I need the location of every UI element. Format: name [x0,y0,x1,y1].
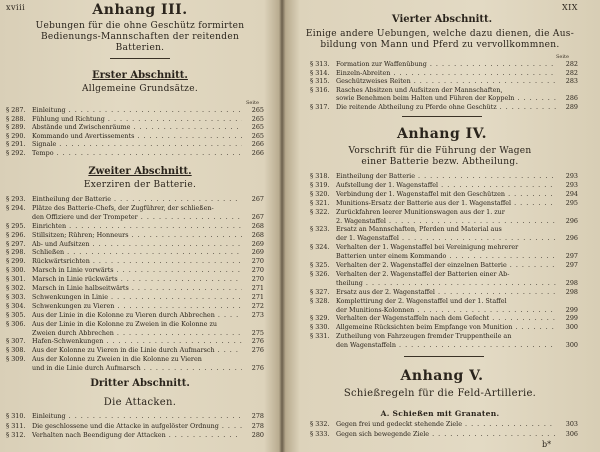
page-ref: 268 [251,221,264,230]
entry-text: Ersatz aus der 2. Wagenstaffel . . . [336,288,556,296]
toc-row [310,243,578,251]
section-number: § 300. [6,266,26,275]
page-ref: 276 [251,337,264,346]
toc-row [310,314,578,322]
toc-row [6,266,264,274]
section-number: § 333. [310,430,330,438]
section-number [6,364,32,372]
entry-text: Marsch in Linie vorwärts . . . [32,266,242,274]
entry-text: Eintheilung der Batterie . . . [336,172,556,180]
page-ref: 293 [565,172,578,180]
toc-row [6,302,264,310]
entry-text: 2. Wagenstaffel . . . [336,217,556,225]
entry-text: Aus der Linie in die Kolonne zu Vieren durch Abbrechen . . . [32,311,242,319]
page-ref: 265 [251,114,264,123]
entry-text: der Munitions-Kolonnen . . . [336,306,556,314]
divider [402,116,482,117]
entry-text: Gegen frei und gedeckt stehende Ziele . . . [336,420,556,428]
toc-row [6,213,264,221]
section-number: § 324. [310,243,330,252]
entry-text: Verhalten nach Beendigung der Attacken . . . [32,431,242,439]
entry-text: Abstände und Zwischenräume . . . [32,123,242,131]
page-ref: 295 [565,198,578,207]
section-number: § 332. [310,420,330,428]
section-number: § 315. [310,77,330,85]
intro-text: Einige andere Uebungen, welche dazu dienen, die Aus- [305,29,575,39]
toc-row [310,69,578,77]
page-ref: 293 [565,180,578,189]
page-ref: 278 [251,412,264,420]
signature-mark: b* [542,440,552,449]
right-page [284,0,600,452]
section-subtitle: Die Attacken. [103,397,177,408]
page-ref: 273 [251,310,264,319]
section-number: § 331. [310,332,330,341]
page-ref: 276 [251,364,264,373]
entry-text: Stillsitzen; Rühren; Honneurs . . . [32,231,242,239]
divider [110,58,170,59]
page-ref: 299 [565,305,578,314]
entry-text: Aus der Kolonne zu Zweien in die Kolonne zu Vieren [32,355,202,364]
page-ref [242,320,264,328]
section-number [310,234,336,242]
section-number: § 317. [310,102,330,111]
toc-row [310,208,578,216]
entry-text: Formation zur Waffenübung . . . [336,60,556,68]
section-title: Zweiter Abschnitt. [88,166,192,177]
entry-text: Rückwärtsrichten . . . [32,257,242,265]
toc-row [310,332,578,340]
entry-text: Ab- und Aufsitzen . . . [32,240,242,248]
section-number [310,252,336,260]
page-ref [242,355,264,363]
section-number: § 312. [6,431,26,439]
toc-row [6,431,264,439]
page-ref: 266 [251,140,264,149]
toc-row [6,140,264,148]
entry-text: Zutheilung von Fahrzeugen fremder Truppentheile an [336,332,512,341]
toc-row [310,270,578,278]
section-number: § 329. [310,314,330,323]
left-page [0,0,280,452]
section-title: Vierter Abschnitt. [391,14,493,25]
section-number: § 302. [6,284,26,292]
toc-row [310,181,578,189]
column-header: Seite [246,100,259,106]
divider [404,356,484,357]
page-ref [556,225,578,233]
page-ref: 299 [565,314,578,323]
section-number [310,217,336,225]
section-number: § 322. [310,207,330,216]
entry-text: Zweien durch Abbrechen . . . [32,329,242,337]
appendix-subtitle: Bedienungs-Mannschaften der reitenden [40,32,240,42]
appendix-subtitle: Vorschrift für die Führung der Wagen [348,146,532,156]
section-subtitle: Allgemeine Grundsätze. [81,84,199,94]
entry-text: Eintheilung der Batterie . . . [32,195,242,203]
toc-row [310,77,578,85]
section-number: § 328. [310,296,330,305]
page-number: xviii [6,3,26,12]
section-number [6,329,32,337]
page-ref [556,208,578,216]
section-number [310,279,336,287]
entry-text: Verhalten der 1. Wagenstaffel bei Vereinigung mehrerer [336,243,519,252]
appendix-subtitle: Uebungen für die ohne Geschütz formirten [35,21,245,31]
page-ref: 298 [565,278,578,287]
toc-row [310,430,578,438]
section-number: § 325. [310,261,330,269]
section-number: § 320. [310,189,330,198]
toc-row [310,60,578,68]
section-number [310,306,336,314]
toc-row [6,106,264,114]
page-ref: 300 [565,341,578,350]
toc-row [6,346,264,354]
toc-row [310,279,578,287]
page-ref: 276 [251,346,264,355]
page-ref: 286 [565,94,578,102]
page-ref: 283 [565,77,578,85]
section-number: § 305. [6,310,26,319]
page-ref: 296 [565,234,578,243]
section-subtitle: Exerziren der Batterie. [83,180,197,190]
section-number: § 323. [310,225,330,234]
toc-row [310,86,578,94]
toc-row [6,293,264,301]
entry-text: Verhalten der 2. Wagenstaffel der Batterien einer Ab- [336,269,510,278]
toc-row [6,257,264,265]
section-number: § 290. [6,131,26,140]
entry-text: den Wagenstaffeln . . . [336,341,556,349]
toc-row [6,355,264,363]
entry-text: und in die Linie durch Aufmarsch . . . [32,364,242,372]
section-number: § 289. [6,123,26,132]
section-number: § 313. [310,60,330,68]
page-number: XIX [561,3,578,12]
toc-row [6,248,264,256]
section-number: § 309. [6,355,26,364]
entry-text: Batterien unter einem Kommando . . . [336,252,556,260]
entry-text: Einrichten . . . [32,222,242,230]
toc-row [6,222,264,230]
page-ref: 294 [565,189,578,198]
toc-row [6,311,264,319]
toc-row [310,103,578,111]
toc-row [6,149,264,157]
appendix-subtitle: Schießregeln für die Feld-Artillerie. [343,388,537,399]
toc-row [310,420,578,428]
toc-row [310,288,578,296]
page-ref [556,243,578,251]
toc-row [6,422,264,430]
section-number: § 306. [6,319,26,328]
section-number: § 304. [6,301,26,310]
page-ref: 272 [251,301,264,310]
entry-text: Verhalten der 2. Wagenstaffel der einzelnen Batterie . . . [336,261,556,269]
section-number: § 311. [6,421,26,430]
appendix-subtitle: einer Batterie bezw. Abtheilung. [361,157,519,167]
entry-text: Einleitung . . . [32,412,242,420]
toc-row [6,195,264,203]
page-ref [556,332,578,340]
page-ref: 271 [251,284,264,292]
section-number: § 326. [310,269,330,278]
entry-text: Ersatz an Mannschaften, Pferden und Material aus [336,225,502,234]
section-number: § 296. [6,230,26,239]
toc-row [310,217,578,225]
entry-text: der 1. Wagenstaffel . . . [336,234,556,242]
section-number: § 291. [6,140,26,149]
entry-text: Aus der Linie in die Kolonne zu Zweien in die Kolonne zu [32,319,217,328]
toc-row [6,364,264,372]
page-ref: 267 [251,212,264,221]
toc-row [310,190,578,198]
intro-text: bildung von Mann und Pferd zu vervollkommnen. [320,40,560,50]
page-ref: 270 [251,266,264,275]
page-ref: 265 [251,123,264,132]
page-ref: 268 [251,230,264,239]
page-ref [556,86,578,94]
entry-text: Gegen sich bewegende Ziele . . . [336,430,556,438]
toc-row [6,123,264,131]
page-ref: 297 [565,252,578,261]
entry-text: Marsch in Linie rückwärts . . . [32,275,242,283]
section-number: § 299. [6,257,26,266]
toc-row [6,240,264,248]
section-number: § 297. [6,239,26,248]
toc-row [6,329,264,337]
page-ref: 278 [251,421,264,430]
page-ref: 303 [565,420,578,428]
page-ref: 270 [251,257,264,266]
toc-row [310,323,578,331]
entry-text: Hafen-Schwenkungen . . . [32,337,242,345]
entry-text: Geschützweises Reiten . . . [336,77,556,85]
toc-row [310,297,578,305]
toc-row [6,337,264,345]
page-ref: 280 [251,431,264,439]
section-number: § 318. [310,172,330,180]
section-number: § 292. [6,149,26,157]
entry-text: Allgemeine Rücksichten beim Empfange von Munition . . . [336,323,556,331]
entry-text: Signale . . . [32,140,242,148]
section-title: Dritter Abschnitt. [90,378,190,389]
entry-text: Fühlung und Richtung . . . [32,115,242,123]
subsection-title: A. Schießen mit Granaten. [380,409,500,418]
appendix-subtitle: Batterien. [115,43,165,53]
page-ref: 289 [565,102,578,111]
appendix-title: Anhang IV. [397,126,487,142]
entry-text: Einleitung . . . [32,106,242,114]
section-number: § 293. [6,195,26,203]
entry-text: Marsch in Linie halbseitwärts . . . [32,284,242,292]
page-ref [242,204,264,212]
page-ref [556,270,578,278]
page-ref: 282 [565,60,578,68]
section-number: § 314. [310,68,330,77]
toc-row [6,320,264,328]
section-number: § 330. [310,323,330,332]
toc-row [310,199,578,207]
section-number: § 321. [310,198,330,207]
toc-row [6,132,264,140]
page-ref: 306 [565,430,578,438]
section-number: § 327. [310,287,330,296]
section-number: § 308. [6,346,26,355]
section-number: § 288. [6,114,26,123]
toc-row [6,204,264,212]
entry-text: theilung . . . [336,279,556,287]
toc-row [6,115,264,123]
entry-text: Aus der Kolonne zu Vieren in die Linie durch Aufmarsch . . . [32,346,242,354]
page-ref: 271 [251,292,264,301]
section-title: Erster Abschnitt. [92,70,188,81]
toc-row [310,261,578,269]
page-ref: 269 [251,239,264,248]
toc-row [6,284,264,292]
section-number: § 298. [6,248,26,257]
entry-text: Rasches Absitzen und Aufsitzen der Mannschaften, [336,85,503,94]
page-ref: 266 [251,149,264,157]
entry-text: Schließen . . . [32,248,242,256]
column-header: Seite [556,54,569,60]
page-ref: 300 [565,323,578,332]
section-number [310,94,336,102]
entry-text: sowie Benehmen beim Halten und Führen der Koppeln . . . [336,94,556,102]
section-number: § 310. [6,412,26,420]
toc-row [6,412,264,420]
toc-row [310,225,578,233]
appendix-title: Anhang V. [400,368,484,384]
page-ref: 298 [565,287,578,296]
entry-text: Verhalten der Wagenstaffeln nach dem Gefecht . . . [336,314,556,322]
entry-text: Einzeln-Abreiten . . . [336,69,556,77]
entry-text: Zurückfahren leerer Munitionswagen aus der 1. zur [336,207,505,216]
toc-row [310,306,578,314]
section-number: § 316. [310,85,330,94]
page-ref: 297 [565,261,578,269]
entry-text: Komplettirung der 2. Wagenstaffel und der 1. Staffel [336,296,507,305]
toc-row [6,231,264,239]
section-number: § 287. [6,106,26,114]
page-ref: 270 [251,275,264,284]
entry-text: Verbindung der 1. Wagenstaffel mit den Geschützen . . . [336,190,556,198]
entry-text: Munitions-Ersatz der Batterie aus der 1. Wagenstaffel . . . [336,199,556,207]
section-number: § 294. [6,203,26,212]
page-ref [556,297,578,305]
page-ref: 267 [251,195,264,203]
section-number [310,341,336,349]
entry-text: den Offiziere und der Trompeter . . . [32,213,242,221]
page-ref: 265 [251,131,264,140]
section-number: § 303. [6,292,26,301]
entry-text: Kommando und Avertissements . . . [32,132,242,140]
toc-row [6,275,264,283]
section-number: § 319. [310,180,330,189]
entry-text: Plätze des Batterie-Chefs, der Zugführer, der schließen- [32,203,214,212]
appendix-title: Anhang III. [92,2,188,18]
page-ref: 269 [251,248,264,257]
section-number: § 295. [6,221,26,230]
entry-text: Schwenkungen zu Vieren . . . [32,302,242,310]
toc-row [310,172,578,180]
entry-text: Tempo . . . [32,149,242,157]
section-number: § 301. [6,275,26,284]
section-number [6,213,32,221]
page-ref: 282 [565,68,578,77]
page-ref: 265 [251,106,264,114]
toc-row [310,341,578,349]
entry-text: Die reitende Abtheilung zu Pferde ohne Geschütz . . . [336,103,556,111]
entry-text: Schwenkungen in Linie . . . [32,293,242,301]
entry-text: Aufstellung der 1. Wagenstaffel . . . [336,181,556,189]
toc-row [310,94,578,102]
entry-text: Die geschlossene und die Attacke in aufgelöster Ordnung . . . [32,422,242,430]
toc-row [310,234,578,242]
page-ref: 296 [565,216,578,225]
toc-row [310,252,578,260]
section-number: § 307. [6,337,26,346]
page-ref: 275 [251,328,264,337]
